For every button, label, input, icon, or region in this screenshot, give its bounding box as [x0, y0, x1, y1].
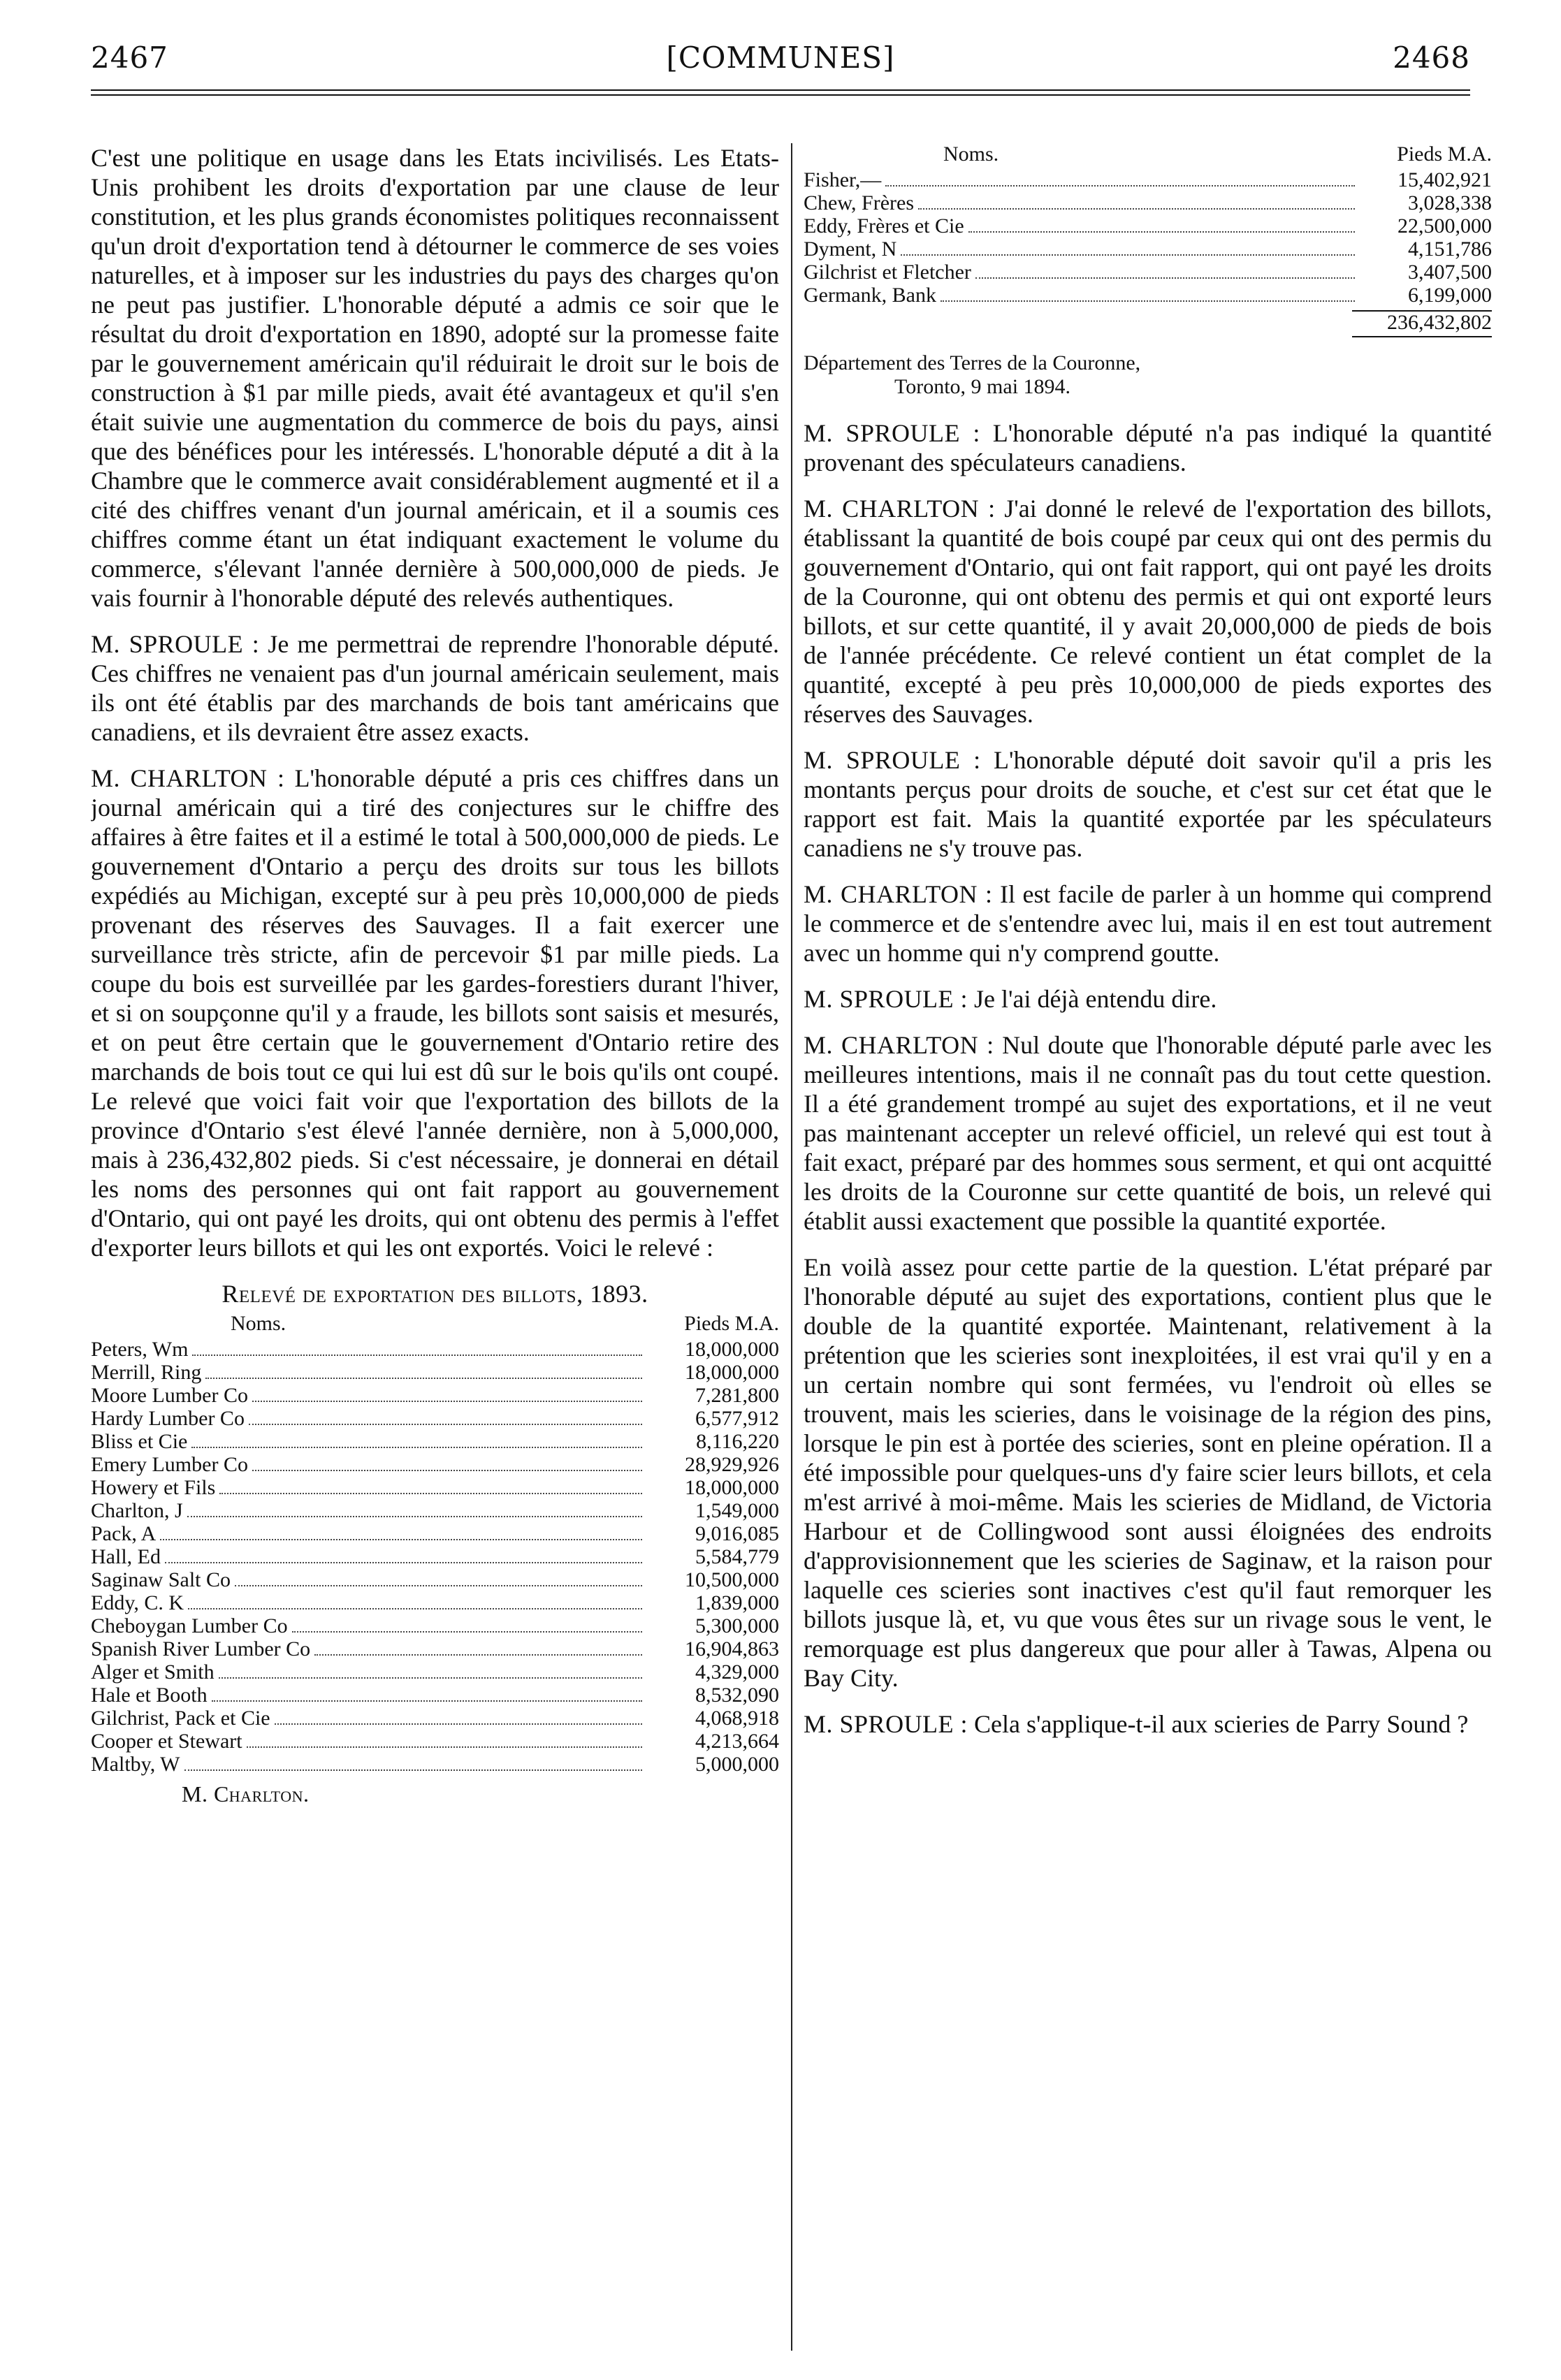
- table-row: [91, 1385, 779, 1408]
- row-name: Fisher,—: [804, 168, 882, 191]
- row-value: 1,839,000: [695, 1591, 779, 1614]
- paragraph: [804, 418, 1492, 477]
- table-header: [91, 1313, 779, 1334]
- row-name: Cooper et Stewart: [91, 1730, 242, 1753]
- speaker-name: M. SPROULE :: [91, 630, 260, 658]
- column-header-names: Noms.: [231, 1312, 286, 1335]
- leader-dots: [184, 1769, 643, 1771]
- row-value: 5,000,000: [695, 1753, 779, 1776]
- row-value: 16,904,863: [685, 1637, 779, 1660]
- header-rule-bottom: [91, 94, 1470, 96]
- row-value: 4,068,918: [695, 1707, 779, 1730]
- row-name: Emery Lumber Co: [91, 1453, 248, 1476]
- row-value: 15,402,921: [1397, 168, 1492, 191]
- export-table-left: [91, 1313, 779, 1776]
- leader-dots: [918, 208, 1355, 210]
- row-name: Spanish River Lumber Co: [91, 1637, 311, 1660]
- paragraph-text: Nul doute que l'honorable député parle avec les meilleures intentions, mais il ne connaît pas du tout cette question. Il a été grandement trompé au sujet des exportations, et il ne veut pas maintenant accepter un relevé officiel, un relevé qui est tout à fait exact, préparé par des hommes sous serment, et qui ont acquitté les droits de la Couronne sur cette quantité de bois, un relevé qui établit aussi exactement que possible la quantité exportée.: [804, 1031, 1492, 1235]
- leader-dots: [235, 1585, 642, 1586]
- row-name: Howery et Fils: [91, 1476, 216, 1499]
- table-row: [91, 1338, 779, 1361]
- paragraph: C'est une politique en usage dans les Etats incivilisés. Les Etats-Unis prohibent les droits d'exportation par une clause de leur constitution, et les plus grands économistes politiques reconnaissent qu'un droit d'exportation tend à détourner le commerce de ses voies naturelles, et à imposer sur les industries du pays des charges qu'on ne peut pas justifier. L'honorable député a admis ce soir que le résultat du droit d'exportation en 1890, adopté sur la promesse faite par le gouvernement américain qu'il réduirait le droit sur le bois de construction à $1 par mille pieds, avait été avantageux et qu'il s'en était suivie une augmentation du commerce de bois du pays, ainsi que des bénéfices pour les intéressés. L'honorable député a dit à la Chambre que le commerce avait considérablement augmenté et il a cité des chiffres venant d'un journal américain, et il a soumis ces chiffres comme étant un état indiquant exactement le volume du commerce, s'élevant l'année dernière à 500,000,000 de pieds. Je vais fournir à l'honorable député des relevés authentiques.: [91, 144, 779, 612]
- paragraph: [804, 1709, 1492, 1739]
- row-name: Maltby, W: [91, 1753, 180, 1776]
- table-row: [91, 1361, 779, 1385]
- paragraph: [804, 1253, 1492, 1693]
- row-value: 7,281,800: [695, 1384, 779, 1407]
- table-title: Relevé de exportation des billots, 1893.: [222, 1280, 648, 1308]
- paragraph-text: L'honorable député a pris ces chiffres dans un journal américain qui a tiré des conjectures sur le chiffre des affaires à être faites et il a estimé le total à 500,000,000 de pieds. Le gouvernement d'Ontario a perçu des droits sur tous les billots expédiés au Michigan, excepté sur à peu près 10,000,000 de pieds provenant des réserves des Sauvages. Il a fait exercer une surveillance très stricte, afin de percevoir $1 par mille pieds. La coupe du bois est surveillée par les gardes-forestiers durant l'hiver, et si on soupçonne qu'il y a fraude, les billots sont saisis et mesurés, et on peut être certain que le gouvernement d'Ontario retire des marchands de bois tout ce qui lui est dû sur le bois qu'ils ont coupé. Le relevé que voici fait voir que l'exportation des billots de la province d'Ontario s'est élevé l'année dernière, non à 5,000,000, mais à 236,432,802 pieds. Si c'est nécessaire, je donnerai en détail les noms des personnes qui ont fait rapport au gouvernement d'Ontario, qui ont payé les droits, qui ont obtenu des permis à l'effet d'exporter leurs billots et qui les ont exportés. Voici le relevé :: [91, 764, 779, 1262]
- leader-dots: [187, 1516, 642, 1517]
- leader-dots: [252, 1401, 642, 1402]
- row-value: 10,500,000: [685, 1568, 779, 1591]
- row-value: 8,532,090: [695, 1684, 779, 1707]
- row-value: 5,584,779: [695, 1545, 779, 1568]
- paragraph-text: L'honorable député n'a pas indiqué la quantité provenant des spéculateurs canadiens.: [804, 419, 1492, 476]
- table-row: [91, 1569, 779, 1592]
- leader-dots: [314, 1654, 642, 1656]
- paragraph-text: Je me permettrai de reprendre l'honorable député. Ces chiffres ne venaient pas d'un journal américain seulement, mais ils ont été établis par des marchands de bois tant américains que canadiens, et ils devraient être assez exacts.: [91, 630, 779, 746]
- row-value: 6,577,912: [695, 1407, 779, 1430]
- row-value: 8,116,220: [696, 1430, 779, 1453]
- paragraph: [804, 879, 1492, 968]
- row-name: Germank, Bank: [804, 284, 936, 307]
- row-name: Eddy, C. K: [91, 1591, 184, 1614]
- row-name: Dyment, N: [804, 238, 897, 261]
- row-value: 3,028,338: [1408, 191, 1492, 214]
- speaker-name: M. SPROULE :: [804, 1710, 968, 1738]
- table-row: [91, 1615, 779, 1638]
- paragraph-text: Cela s'applique-t-il aux scieries de Parry Sound ?: [974, 1710, 1469, 1738]
- row-value: 1,549,000: [695, 1499, 779, 1522]
- leader-dots: [219, 1677, 642, 1679]
- right-column: [804, 143, 1492, 2352]
- row-value: 4,329,000: [695, 1660, 779, 1684]
- row-value: 22,500,000: [1397, 214, 1492, 238]
- table-row: [804, 284, 1492, 307]
- row-name: Hall, Ed: [91, 1545, 161, 1568]
- table-row: [91, 1477, 779, 1500]
- leader-dots: [247, 1746, 642, 1748]
- row-name: Gilchrist et Fletcher: [804, 261, 971, 284]
- leader-dots: [249, 1424, 642, 1425]
- leader-dots: [160, 1539, 642, 1540]
- leader-dots: [252, 1470, 642, 1471]
- table-body: [91, 1338, 779, 1776]
- table-row: [91, 1638, 779, 1661]
- row-name: Peters, Wm: [91, 1338, 189, 1361]
- column-header-unit: Pieds M.A.: [684, 1312, 779, 1335]
- leader-dots: [219, 1493, 642, 1494]
- paragraph: [91, 629, 779, 747]
- row-name: Merrill, Ring: [91, 1361, 202, 1384]
- table-row: [91, 1454, 779, 1477]
- row-name: Bliss et Cie: [91, 1430, 188, 1453]
- column-header-names: Noms.: [943, 143, 999, 166]
- row-value: 18,000,000: [685, 1338, 779, 1361]
- row-name: Gilchrist, Pack et Cie: [91, 1707, 270, 1730]
- table-total: 236,432,802: [1387, 311, 1492, 334]
- page-number-right: 2468: [1393, 41, 1470, 75]
- header-rule-top: [91, 89, 1470, 91]
- table-body: [804, 169, 1492, 307]
- table-row: [91, 1500, 779, 1523]
- leader-dots: [205, 1378, 642, 1379]
- row-name: Alger et Smith: [91, 1660, 215, 1684]
- paragraph-text: J'ai donné le relevé de l'exportation des billots, établissant la quantité de bois coupé par ceux qui ont des permis du gouvernement d'Ontario, qui ont fait rapport, qui ont payé les droits de la Couronne, qui ont obtenu des permis et qui ont exporté leurs billots, et sur cette quantité, il y avait 20,000,000 de pieds de bois de l'année précédente. Ce relevé contient un état complet de la quantité, excepté à peu près 10,000,000 de pieds exportes des réserves des Sauvages.: [804, 495, 1492, 728]
- table-row: [804, 238, 1492, 261]
- table-row: [91, 1408, 779, 1431]
- table-row: [91, 1730, 779, 1753]
- paragraph-text: En voilà assez pour cette partie de la question. L'état préparé par l'honorable député au sujet des exportations, contient plus que le double de la quantité exportée. Maintenant, relativement à la prétention que les scieries sont inexploitées, il est vrai qu'il y en a un certain nombre qui sont fermées, vu l'endroit où elles se trouvent, mais les scieries, dans le voisinage de la région des pins, lorsque le pin est à portée des scieries, sont en pleine opération. Il a été impossible pour quelques-uns d'y faire scier leurs billots, et cela m'est arrivé à moi-même. Mais les scieries de Midland, de Victoria Harbour et de Collingwood sont aussi éloignées des endroits d'approvisionnement que les scieries de Saginaw, et la raison pour laquelle ces scieries sont inactives c'est qu'il faut remorquer les billots jusque là, et, vu que vous êtes sur un rivage sous le vent, le remorquage est plus dangereux que pour aller à Tawas, Alpena ou Bay City.: [804, 1253, 1492, 1692]
- table-row: [91, 1707, 779, 1730]
- speaker-name: M. SPROULE :: [804, 985, 968, 1013]
- row-name: Hardy Lumber Co: [91, 1407, 245, 1430]
- department-note: [804, 351, 1492, 399]
- total-underline: [1352, 336, 1492, 337]
- table-row: [804, 261, 1492, 284]
- row-value: 4,213,664: [695, 1730, 779, 1753]
- leader-dots: [968, 231, 1355, 233]
- table-row: [91, 1592, 779, 1615]
- left-column: [91, 143, 779, 2352]
- leader-dots: [275, 1723, 642, 1725]
- paragraph-text: Je l'ai déjà entendu dire.: [974, 985, 1217, 1013]
- table-row: [804, 192, 1492, 215]
- table-row: [804, 169, 1492, 192]
- column-divider: [791, 143, 792, 2351]
- page-number-left: 2467: [91, 41, 168, 75]
- paragraph: [804, 1030, 1492, 1236]
- table-row: [804, 215, 1492, 238]
- row-name: Charlton, J: [91, 1499, 183, 1522]
- leader-dots: [885, 185, 1355, 187]
- row-value: 18,000,000: [685, 1476, 779, 1499]
- paragraph: [804, 984, 1492, 1014]
- paragraph: [91, 764, 779, 1262]
- row-value: 3,407,500: [1408, 261, 1492, 284]
- speaker-name: M. CHARLTON :: [804, 1031, 994, 1059]
- row-value: 28,929,926: [685, 1453, 779, 1476]
- row-name: Pack, A: [91, 1522, 157, 1545]
- department-name: Département des Terres de la Couronne,: [804, 351, 1141, 374]
- leader-dots: [165, 1562, 642, 1563]
- row-value: 5,300,000: [695, 1614, 779, 1637]
- row-value: 6,199,000: [1408, 284, 1492, 307]
- row-name: Eddy, Frères et Cie: [804, 214, 964, 238]
- column-header-unit: Pieds M.A.: [1397, 143, 1492, 166]
- section-title: [COMMUNES]: [666, 41, 895, 75]
- table-row: [91, 1661, 779, 1684]
- speaker-name: M. CHARLTON :: [804, 880, 993, 908]
- table-row: [91, 1546, 779, 1569]
- leader-dots: [191, 1447, 642, 1448]
- table-header: [804, 143, 1492, 165]
- leader-dots: [188, 1608, 642, 1609]
- department-date: Toronto, 9 mai 1894.: [894, 375, 1071, 398]
- row-name: Saginaw Salt Co: [91, 1568, 231, 1591]
- leader-dots: [975, 277, 1355, 279]
- table-row: [91, 1431, 779, 1454]
- row-name: Moore Lumber Co: [91, 1384, 248, 1407]
- leader-dots: [941, 300, 1355, 302]
- right-paragraphs: [804, 418, 1492, 1739]
- row-name: Hale et Booth: [91, 1684, 208, 1707]
- leader-dots: [212, 1700, 642, 1702]
- leader-dots: [292, 1631, 642, 1633]
- row-name: Chew, Frères: [804, 191, 915, 214]
- table-row: [91, 1523, 779, 1546]
- speaker-name: M. SPROULE :: [804, 419, 980, 447]
- paragraph: [804, 494, 1492, 729]
- paragraph: [804, 745, 1492, 863]
- row-value: 9,016,085: [695, 1522, 779, 1545]
- paragraph-text: L'honorable député doit savoir qu'il a pris les montants perçus pour droits de souche, et c'est sur cet état que le rapport est fait. Mais la quantité exportée par les spéculateurs canadiens ne s'y trouve pas.: [804, 746, 1492, 862]
- row-value: 18,000,000: [685, 1361, 779, 1384]
- export-table-right: [804, 143, 1492, 337]
- row-value: 4,151,786: [1408, 238, 1492, 261]
- row-name: Cheboygan Lumber Co: [91, 1614, 288, 1637]
- page-header: [91, 41, 1470, 82]
- speaker-name: M. CHARLTON :: [804, 495, 996, 523]
- paragraph-text: Il est facile de parler à un homme qui comprend le commerce et de s'entendre avec lui, mais il en est tout autrement avec un homme qui n'y comprend goutte.: [804, 880, 1492, 967]
- table-row: [91, 1753, 779, 1776]
- speaker-name: M. SPROULE :: [804, 746, 981, 774]
- leader-dots: [901, 254, 1355, 256]
- signature: M. Charlton.: [182, 1781, 310, 1806]
- table-row: [91, 1684, 779, 1707]
- speaker-name: M. CHARLTON :: [91, 764, 285, 792]
- leader-dots: [192, 1355, 642, 1356]
